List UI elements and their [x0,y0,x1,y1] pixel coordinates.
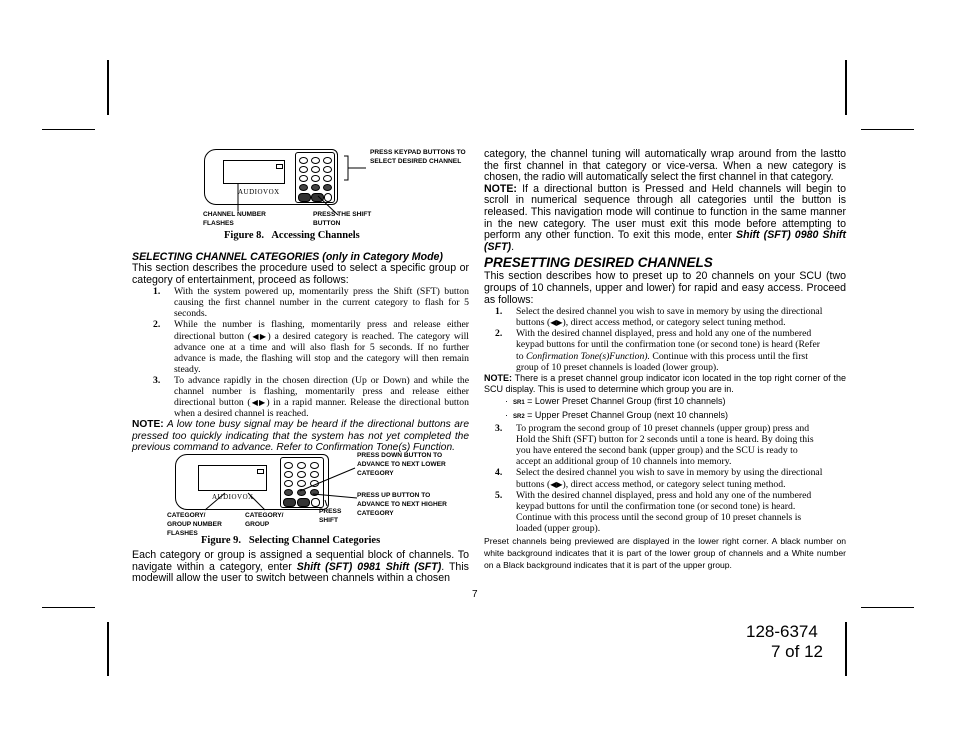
group-indicator-list [484,395,846,423]
note-label: NOTE: [484,182,517,195]
list-item [153,375,469,419]
label-press-shift: PRESS SHIFT [319,508,342,524]
steps-list-b [484,423,846,534]
crop-mark-bottom-left-horizontal [42,607,95,608]
closing-paragraph: Preset channels being previewed are displayed in the lower right corner. A black number on white background indicates that it is part of the lower group of channels and a White number on a Black background indicates that it is part of the upper group. [484,536,846,571]
left-right-arrows-icon: ◀▶ [251,331,268,341]
brand-logo: AUDIOVOX [238,188,280,196]
section-intro: This section describes how to preset up to 20 channels on your SCU (two groups of 10 channels, upper and lower) for rapid and easy access. Proceed as follows: [484,270,846,306]
list-item-number: 1. [495,306,503,318]
page-of-total: 7 of 12 [771,642,823,661]
list-item-number: 3. [153,374,161,386]
list-item-number: 3. [495,423,503,435]
list-item-number: 2. [153,319,161,331]
list-item-text: = Lower Preset Channel Group (first 10 channels) [524,396,726,407]
steps-list [132,286,469,419]
brand-logo: AUDIOVOX [212,493,254,501]
crop-mark-bottom-right-horizontal [861,607,914,608]
figure-8-caption: Figure 8. Accessing Channels [224,230,360,241]
list-item-number: 1. [153,286,161,298]
list-item [153,319,469,374]
list-item-text: With the desired channel displayed, press and hold any one of the numbered keypad buttons for until the confirmation tone (or second tone) is heard (Refer to [516,328,820,362]
command-text: Shift (SFT) 0981 Shift (SFT) [296,560,442,573]
document-number: 128-6374 [746,622,818,641]
list-item-text: Select the desired channel you wish to save in memory by using the directional buttons ( [516,467,823,490]
list-item-number: 4. [495,467,503,479]
list-item-text: To program the second group of 10 preset channels (upper group) press and Hold the Shift (SFT) button for 2 seconds until a tone is heard. By doing this you have entered the second bank (upper group) and the SCU is ready to accept an additional group of 10 channels into memory. [516,423,814,468]
list-item-number: 5. [495,489,503,501]
list-item-text: ), direct access method, or category select tuning method. [562,478,786,490]
right-column-section [484,149,846,571]
note-text: A low tone busy signal may be heard if the directional buttons are pressed too quickly indicating that the system has not yet completed the previous command to advance. Refer to Confirmation Tone(s) Function. [132,419,469,454]
left-column-section [132,251,469,454]
steps-list-a [484,306,846,373]
command-text: Shift (SFT) 0980 Shift (SFT) [484,229,846,253]
list-item-text: With the system powered up, momentarily press the Shift (SFT) button causing the first channel number in the current category to flash for 5 seconds. [174,286,469,320]
list-item-text: ) a desired category is reached. The category will advance one at a time and will also flash for 5 seconds. If no further advance is made, the flashing will stop and the category will then remain steady. [174,330,469,375]
list-item [495,467,824,489]
label-press-down: PRESS DOWN BUTTON TO ADVANCE TO NEXT LOWER CATEGORY [357,452,446,477]
list-item [495,490,824,534]
list-item-text: With the desired channel displayed, press and hold any one of the numbered keypad buttons for until the confirmation tone (or second tone) is heard. Continue with this process until the second group of 10 preset channels is loaded (upper group). [516,489,812,534]
continued-paragraph: category, the channel tuning will automatically wrap around from the lastto the first channel in that category or vice-versa. When a new category is chosen, the radio will automatically select the first channel in that category. [484,148,846,184]
section-intro: This section describes the procedure used to select a specific group or category of entertainment, proceed as follows: [132,262,469,286]
page-number: 7 [472,589,478,600]
crop-mark-bottom-left-vertical [107,622,109,676]
list-item-text: ) in a rapid manner. Release the directional button when a desired channel is reached. [174,397,469,420]
note-paragraph [484,373,846,395]
crop-mark-top-right-vertical [845,60,847,115]
list-item: · SR2 = Upper Preset Channel Group (next 10 channels) [505,410,729,421]
left-right-arrows-icon: ◀▶ [250,398,267,408]
list-item-text: = Upper Preset Channel Group (next 10 channels) [524,410,729,421]
note-label: NOTE: [484,372,512,383]
list-item: · SR1 = Lower Preset Channel Group (first 10 channels) [505,396,726,407]
left-right-arrows-icon: ◀▶ [550,479,563,489]
list-item-italic: Confirmation Tone(s)Function). [525,350,650,362]
crop-mark-top-right-horizontal [861,129,914,130]
list-item-number: 2. [495,328,503,340]
left-tail-paragraph [132,550,469,585]
figure-9-caption: Figure 9. Selecting Channel Categories [201,535,381,546]
sr2-icon: SR2 [513,414,525,421]
crop-mark-top-left-vertical [107,60,109,115]
list-item-text: Continue with this process until the first group of 10 preset channels is loaded (lower group). [516,350,808,373]
note-paragraph [484,184,846,254]
left-right-arrows-icon: ◀▶ [550,318,563,328]
list-item [495,306,824,328]
section-heading-selecting-categories: SELECTING CHANNEL CATEGORIES (only in Category Mode) [132,251,443,263]
list-item [495,328,824,372]
paragraph-text: . This modewill allow the user to switch between channels within a chosen [132,560,469,585]
list-item [153,286,469,319]
paragraph-text: Each category or group is assigned a sequential block of channels. To navigate within a category, enter [132,549,469,573]
list-item-text: ), direct access method, or category select tuning method. [562,317,786,329]
list-item-text: To advance rapidly in the chosen direction (Up or Down) and while the channel number is flashing, momentarily press and release either directional button ( [174,374,469,409]
list-item [495,423,824,467]
label-press-shift: PRESS THE SHIFT BUTTON [313,211,372,227]
label-press-keypad: PRESS KEYPAD BUTTONS TO SELECT DESIRED CHANNEL [370,149,466,165]
note-text: There is a preset channel group indicator icon located in the top right corner of the SCU display. This is used to determine which group you are in. [484,372,846,394]
label-category-group: CATEGORY/ GROUP [245,512,284,528]
note-label: NOTE: [132,419,164,431]
sr1-icon: SR1 [513,400,525,407]
crop-mark-top-left-horizontal [42,129,95,130]
note-text: If a directional button is Pressed and Held channels will begin to scroll in numerical sequence through all categories until the button is released. This navigation mode will continue to function in the same manner in the new category. The user must exit this mode before attempting to perform any other function. To exit this mode, enter [484,182,846,242]
note-text: . [511,240,515,253]
label-category-group-number: CATEGORY/ GROUP NUMBER FLASHES [167,512,222,537]
list-item-text: While the number is flashing, momentarily press and release either directional button ( [174,319,469,342]
label-channel-number: CHANNEL NUMBER FLASHES [203,211,266,227]
crop-mark-bottom-right-vertical [845,622,847,676]
figure-9 [165,448,475,538]
list-item-text: Select the desired channel you wish to save in memory by using the directional buttons ( [516,306,823,329]
section-heading-presetting: PRESETTING DESIRED CHANNELS [484,255,713,271]
label-press-up: PRESS UP BUTTON TO ADVANCE TO NEXT HIGHER CATEGORY [357,492,447,517]
